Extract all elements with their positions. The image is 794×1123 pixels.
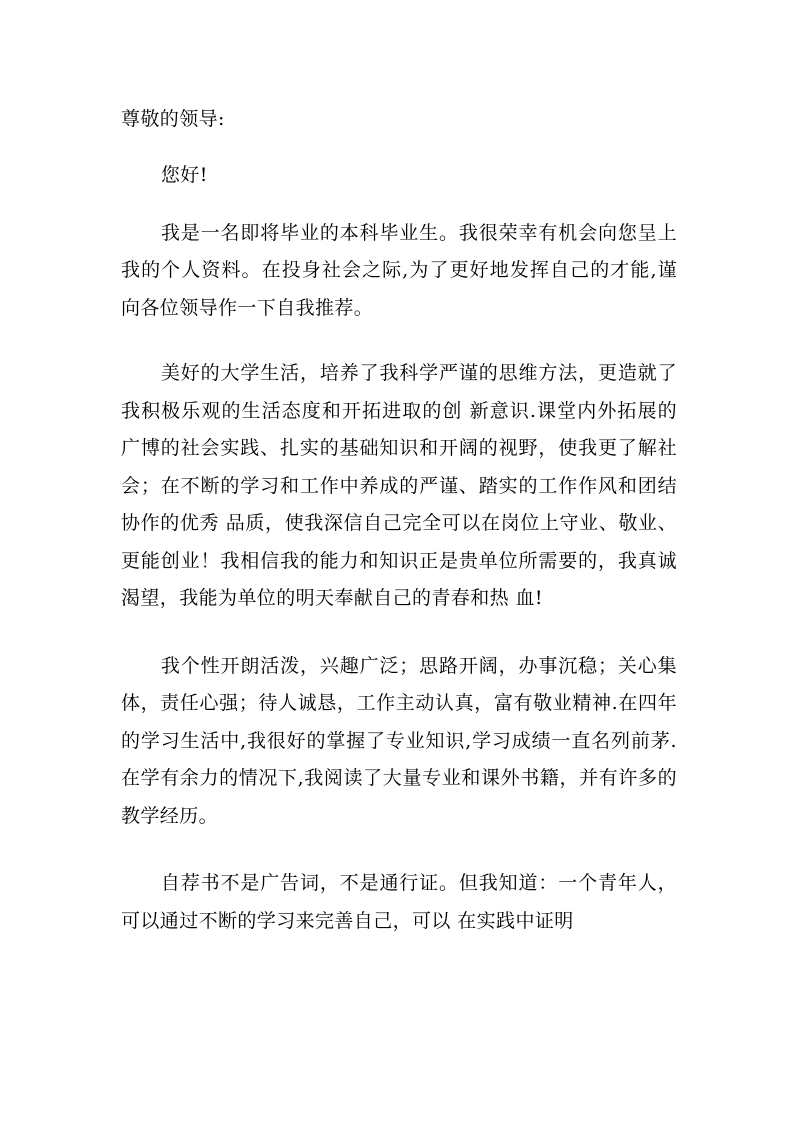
paragraph-introduction: 我是一名即将毕业的本科毕业生。我很荣幸有机会向您呈上我的个人资料。在投身社会之际,为了更好地发挥自己的才能,谨向各位领导作一下自我推荐。 <box>121 221 677 319</box>
paragraph-self-recommendation: 自荐书不是广告词，不是通行证。但我知道：一个青年人，可以通过不断的学习来完善自己，可以 在实践中证明 <box>121 872 677 932</box>
paragraph-university-life: 美好的大学生活，培养了我科学严谨的思维方法，更造就了我积极乐观的生活态度和开拓进取的创 新意识.课堂内外拓展的广博的社会实践、扎实的基础知识和开阔的视野，使我更了解社会；在不断的学习和工作中养成的严谨、踏实的工作作风和团结协作的优秀 品质，使我深信自己完全可以在岗位上守业、敬业、更能创业！我相信我的能力和知识正是贵单位所需要的，我真诚渴望，我能为单位的明天奉献自己的青春和热 血! <box>121 362 677 609</box>
salutation: 尊敬的领导: <box>121 108 225 130</box>
greeting: 您好! <box>160 164 208 186</box>
paragraph-personality: 我个性开朗活泼，兴趣广泛；思路开阔，办事沉稳；关心集体，责任心强；待人诚恳，工作主动认真，富有敬业精神.在四年的学习生活中,我很好的掌握了专业知识,学习成绩一直名列前茅.在学有余力的情况下,我阅读了大量专业和课外书籍，并有许多的教学经历。 <box>121 654 677 827</box>
cover-letter-body <box>121 100 677 940</box>
